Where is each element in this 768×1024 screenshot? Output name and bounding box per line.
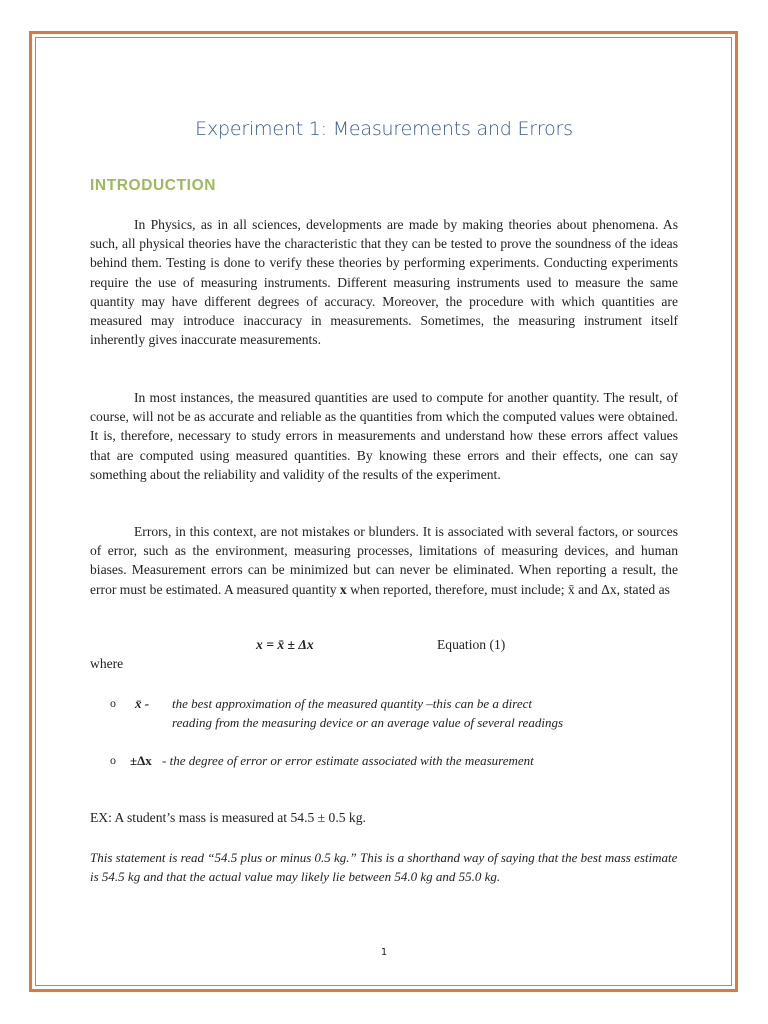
paragraph-3-after: when reported, therefore, must include; x̄ and Δx, stated as	[346, 581, 670, 597]
equation-formula: x = x̄ ± Δx	[256, 637, 314, 652]
where-label: where	[90, 656, 124, 671]
definition-text: - the degree of error or error estimate associated with the measurement	[162, 753, 534, 768]
equation-label: Equation (1)	[437, 637, 506, 652]
example-statement: EX: A student’s mass is measured at 54.5 ± 0.5 kg.	[90, 810, 366, 825]
paragraph-3-symbol: x	[339, 581, 347, 597]
bullet-marker: o	[110, 753, 116, 767]
bullet-marker: o	[110, 696, 116, 710]
example-note: This statement is read “54.5 plus or minus 0.5 kg.” This is a shorthand way of saying that the best mass estimate is 54.5 kg and that the actual value may likely lie between 54.0 kg and 55.0 kg.	[90, 850, 678, 884]
document-title: Experiment 1: Measurements and Errors	[195, 118, 573, 140]
paragraph-3-before: Errors, in this context, are not mistakes or blunders. It is associated with several factors, or sources of error, such as the environment, measuring processes, limitations of measuring devices, and human biases. Measurement errors can be minimized but can never be eliminated. When reporting a result, the error must be estimated. A measured quantity	[90, 524, 678, 597]
paragraph-3	[90, 522, 678, 599]
paragraph-1: In Physics, as in all sciences, developments are made by making theories about phenomena. As such, all physical theories have the characteristic that they can be tested to prove the soundness of the ideas behind them. Testing is done to verify these theories by performing experiments. Conducting experiments require the use of measuring instruments. Different measuring instruments used to measure the same quantity may have different degrees of accuracy. Moreover, the procedure with which quantities are measured may introduce inaccuracy in measurements. Sometimes, the measuring instrument itself inherently gives inaccurate measurements.	[90, 217, 678, 348]
definition-symbol: ±Δx	[130, 753, 152, 768]
paragraph-2: In most instances, the measured quantities are used to compute for another quantity. The result, of course, will not be as accurate and reliable as the quantities from which the computed values were obtained. It is, therefore, necessary to study errors in measurements and understand how these errors affect values that are computed using measured quantities. By knowing these errors and their effects, one can say something about the reliability and validity of the results of the experiment.	[90, 390, 678, 482]
page-number: 1	[380, 947, 388, 958]
section-heading: INTRODUCTION	[90, 177, 217, 194]
definition-symbol: x̄ -	[135, 696, 150, 711]
definition-text: the best approximation of the measured quantity –this can be a direct reading from the measuring device or an average value of several readings	[172, 696, 563, 730]
